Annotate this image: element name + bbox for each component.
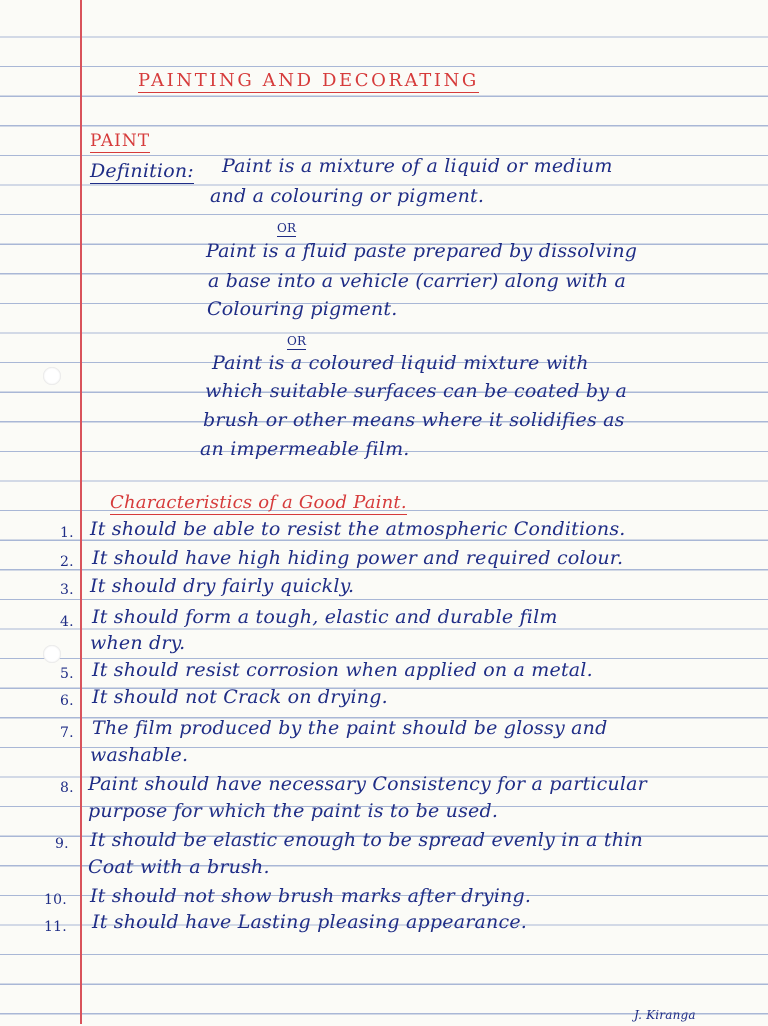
section-heading: PAINT xyxy=(90,131,151,151)
list-item-number: 7. xyxy=(60,725,74,741)
definition-2-line-2: a base into a vehicle (carrier) along with a xyxy=(208,270,627,292)
or-divider: OR xyxy=(277,221,297,235)
list-item: It should have Lasting pleasing appearance. xyxy=(92,911,528,933)
list-item: It should not Crack on drying. xyxy=(92,686,388,708)
list-item: It should not show brush marks after drying. xyxy=(90,885,532,907)
list-item: It should resist corrosion when applied on a metal. xyxy=(92,659,593,681)
list-item-continuation: when dry. xyxy=(90,632,186,654)
list-item-number: 6. xyxy=(60,693,74,709)
list-item: It should be elastic enough to be spread evenly in a thin xyxy=(90,829,643,851)
list-item-number: 8. xyxy=(60,780,74,796)
characteristics-heading: Characteristics of a Good Paint. xyxy=(110,492,407,513)
punch-hole xyxy=(43,367,61,385)
list-item: The film produced by the paint should be glossy and xyxy=(92,717,608,739)
list-item: Paint should have necessary Consistency for a particular xyxy=(88,773,647,795)
list-item-continuation: washable. xyxy=(90,744,189,766)
margin-line xyxy=(80,0,82,1024)
definition-3-line-2: which suitable surfaces can be coated by a xyxy=(205,380,627,402)
list-item: It should form a tough, elastic and durable film xyxy=(92,606,558,628)
signature: J. Kiranga xyxy=(634,1008,696,1022)
list-item-number: 5. xyxy=(60,666,74,682)
list-item-continuation: Coat with a brush. xyxy=(88,856,270,878)
list-item: It should dry fairly quickly. xyxy=(90,575,355,597)
list-item-number: 1. xyxy=(60,525,74,541)
punch-hole xyxy=(43,645,61,663)
definition-2-line-1: Paint is a fluid paste prepared by dissolving xyxy=(206,240,638,262)
list-item: It should be able to resist the atmospheric Conditions. xyxy=(90,518,626,540)
definition-1-line-1: Paint is a mixture of a liquid or medium xyxy=(222,155,613,177)
list-item-number: 10. xyxy=(44,892,67,908)
list-item-number: 11. xyxy=(44,919,67,935)
list-item-continuation: purpose for which the paint is to be used. xyxy=(88,800,499,822)
list-item-number: 2. xyxy=(60,554,74,570)
list-item: It should have high hiding power and required colour. xyxy=(92,547,624,569)
list-item-number: 4. xyxy=(60,614,74,630)
definition-3-line-3: brush or other means where it solidifies as xyxy=(203,409,625,431)
page-title: PAINTING AND DECORATING xyxy=(138,70,479,91)
definition-3-line-1: Paint is a coloured liquid mixture with xyxy=(212,352,589,374)
list-item-number: 9. xyxy=(55,836,69,852)
or-divider: OR xyxy=(287,334,307,348)
definition-2-line-3: Colouring pigment. xyxy=(207,298,398,320)
list-item-number: 3. xyxy=(60,582,74,598)
definition-3-line-4: an impermeable film. xyxy=(200,438,410,460)
definition-1-line-2: and a colouring or pigment. xyxy=(210,185,485,207)
definition-label: Definition: xyxy=(90,160,194,182)
